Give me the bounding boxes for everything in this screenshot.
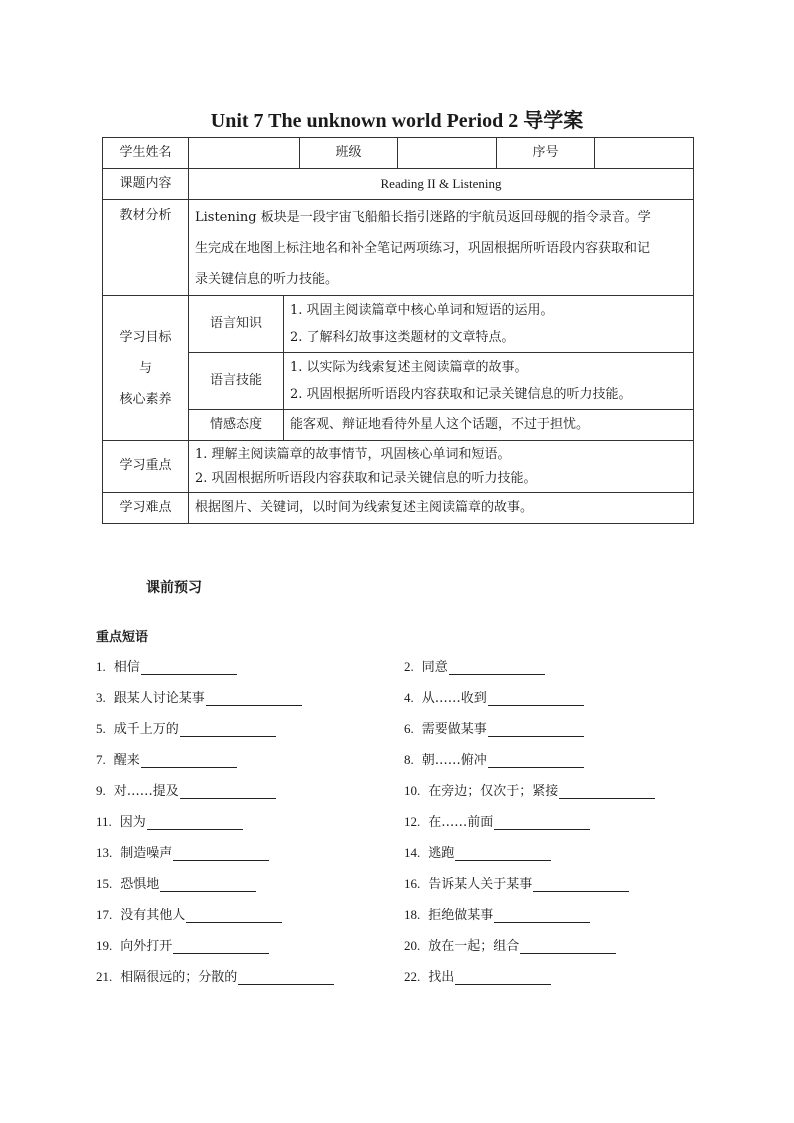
phrase-number: 11. — [96, 814, 112, 829]
phrase-text: 在旁边；仅次于；紧接 — [428, 784, 559, 799]
phrase-text: 找出 — [428, 970, 455, 985]
phrase-number: 4. — [404, 690, 414, 705]
phrase-item — [96, 718, 276, 737]
phrase-item — [404, 687, 584, 706]
phrase-text: 向外打开 — [120, 939, 173, 954]
key-items — [189, 441, 694, 493]
phrase-item — [96, 780, 276, 799]
phrase-number: 3. — [96, 690, 106, 705]
phrase-text: 相信 — [113, 660, 140, 675]
phrase-text: 制造噪声 — [120, 846, 173, 861]
skills-item: 1. 以实际为线索复述主阅读篇章的故事。 — [290, 360, 528, 375]
phrase-text: 在……前面 — [428, 815, 494, 830]
answer-blank[interactable] — [160, 877, 256, 892]
answer-blank[interactable] — [494, 815, 590, 830]
phrase-item — [404, 656, 545, 675]
answer-blank[interactable] — [173, 939, 269, 954]
answer-blank[interactable] — [533, 877, 629, 892]
phrase-item — [96, 842, 269, 861]
key-item: 1. 理解主阅读篇章的故事情节，巩固核心单词和短语。 — [195, 446, 511, 462]
answer-blank[interactable] — [206, 691, 302, 706]
seat-label: 序号 — [497, 138, 595, 169]
phrase-item — [96, 656, 237, 675]
analysis-text — [189, 200, 694, 296]
answer-blank[interactable] — [186, 908, 282, 923]
phrase-number: 13. — [96, 845, 113, 860]
phrase-item — [404, 718, 584, 737]
student-name-field[interactable] — [189, 138, 300, 169]
phrase-text: 跟某人讨论某事 — [113, 691, 205, 706]
answer-blank[interactable] — [488, 753, 584, 768]
phrase-item — [404, 935, 616, 954]
class-label: 班级 — [300, 138, 398, 169]
phrase-number: 1. — [96, 659, 106, 674]
topic-label: 课题内容 — [103, 169, 189, 200]
phrase-text: 没有其他人 — [120, 908, 186, 923]
answer-blank[interactable] — [449, 660, 545, 675]
phrase-item — [96, 811, 243, 830]
phrase-text: 恐惧地 — [120, 877, 160, 892]
knowledge-items — [284, 296, 694, 353]
phrase-item — [404, 904, 590, 923]
phrase-number: 15. — [96, 876, 113, 891]
skills-label: 语言技能 — [189, 353, 284, 410]
phrase-item — [404, 749, 584, 768]
phrase-number: 2. — [404, 659, 414, 674]
phrase-item — [96, 966, 334, 985]
phrase-text: 朝……俯冲 — [421, 753, 487, 768]
answer-blank[interactable] — [180, 722, 276, 737]
answer-blank[interactable] — [147, 815, 243, 830]
key-item: 2. 巩固根据所听语段内容获取和记录关键信息的听力技能。 — [195, 470, 537, 486]
analysis-label: 教材分析 — [103, 200, 189, 296]
phrase-item — [96, 749, 237, 768]
answer-blank[interactable] — [559, 784, 655, 799]
class-field[interactable] — [398, 138, 497, 169]
knowledge-item: 2. 了解科幻故事这类题材的文章特点。 — [290, 330, 515, 345]
phrase-text: 因为 — [119, 815, 146, 830]
analysis-line: 生完成在地图上标注地名和补全笔记两项练习，巩固根据所听语段内容获取和记 — [195, 241, 651, 256]
skills-item: 2. 巩固根据所听语段内容获取和记录关键信息的听力技能。 — [290, 387, 632, 402]
goals-label-line: 与 — [138, 360, 152, 376]
phrase-item — [404, 873, 629, 892]
phrase-item — [404, 811, 590, 830]
phrase-item — [404, 842, 551, 861]
phrase-item — [96, 687, 302, 706]
answer-blank[interactable] — [488, 691, 584, 706]
phrase-text: 成千上万的 — [113, 722, 179, 737]
knowledge-item: 1. 巩固主阅读篇章中核心单词和短语的运用。 — [290, 303, 554, 318]
phrase-text: 从……收到 — [421, 691, 487, 706]
phrase-text: 告诉某人关于某事 — [428, 877, 533, 892]
attitude-label: 情感态度 — [189, 410, 284, 441]
answer-blank[interactable] — [238, 970, 334, 985]
answer-blank[interactable] — [455, 846, 551, 861]
phrase-number: 10. — [404, 783, 421, 798]
knowledge-label: 语言知识 — [189, 296, 284, 353]
goals-label-line: 学习目标 — [119, 329, 172, 345]
answer-blank[interactable] — [488, 722, 584, 737]
answer-blank[interactable] — [494, 908, 590, 923]
attitude-value: 能客观、辩证地看待外星人这个话题，不过于担忧。 — [284, 410, 694, 441]
goals-label-line: 核心素养 — [119, 391, 172, 407]
phrase-text: 拒绝做某事 — [428, 908, 494, 923]
seat-field[interactable] — [595, 138, 694, 169]
phrase-text: 需要做某事 — [421, 722, 487, 737]
phrase-number: 7. — [96, 752, 106, 767]
phrase-number: 18. — [404, 907, 421, 922]
phrase-number: 12. — [404, 814, 421, 829]
phrase-text: 逃跑 — [428, 846, 455, 861]
phrase-number: 14. — [404, 845, 421, 860]
phrase-item — [404, 966, 551, 985]
preview-section-title: 课前预习 — [146, 580, 202, 596]
phrase-number: 21. — [96, 969, 113, 984]
answer-blank[interactable] — [455, 970, 551, 985]
answer-blank[interactable] — [173, 846, 269, 861]
phrase-number: 22. — [404, 969, 421, 984]
skills-items — [284, 353, 694, 410]
analysis-line: Listening 板块是一段宇宙飞船船长指引迷路的宇航员返回母舰的指令录音。学 — [195, 210, 651, 225]
phrase-item — [96, 935, 269, 954]
phrase-number: 17. — [96, 907, 113, 922]
student-name-label: 学生姓名 — [103, 138, 189, 169]
phrase-number: 16. — [404, 876, 421, 891]
answer-blank[interactable] — [141, 753, 237, 768]
phrase-item — [96, 873, 256, 892]
topic-value: Reading II & Listening — [189, 169, 694, 200]
phrase-text: 对……提及 — [113, 784, 179, 799]
key-phrases-title: 重点短语 — [96, 630, 149, 645]
key-label: 学习重点 — [103, 441, 189, 493]
phrase-text: 相隔很远的；分散的 — [120, 970, 238, 985]
phrase-number: 9. — [96, 783, 106, 798]
answer-blank[interactable] — [180, 784, 276, 799]
phrase-number: 19. — [96, 938, 113, 953]
phrase-item — [96, 904, 282, 923]
phrase-number: 8. — [404, 752, 414, 767]
phrase-text: 放在一起；组合 — [428, 939, 520, 954]
phrase-number: 20. — [404, 938, 421, 953]
difficulty-label: 学习难点 — [103, 493, 189, 524]
info-table — [102, 137, 694, 524]
phrase-number: 6. — [404, 721, 414, 736]
difficulty-value: 根据图片、关键词，以时间为线索复述主阅读篇章的故事。 — [189, 493, 694, 524]
phrase-item — [404, 780, 655, 799]
phrase-text: 醒来 — [113, 753, 140, 768]
phrase-number: 5. — [96, 721, 106, 736]
answer-blank[interactable] — [141, 660, 237, 675]
page-title: Unit 7 The unknown world Period 2 导学案 — [210, 110, 584, 132]
phrase-text: 同意 — [421, 660, 448, 675]
goals-label — [103, 296, 189, 441]
analysis-line: 录关键信息的听力技能。 — [195, 272, 339, 287]
answer-blank[interactable] — [520, 939, 616, 954]
